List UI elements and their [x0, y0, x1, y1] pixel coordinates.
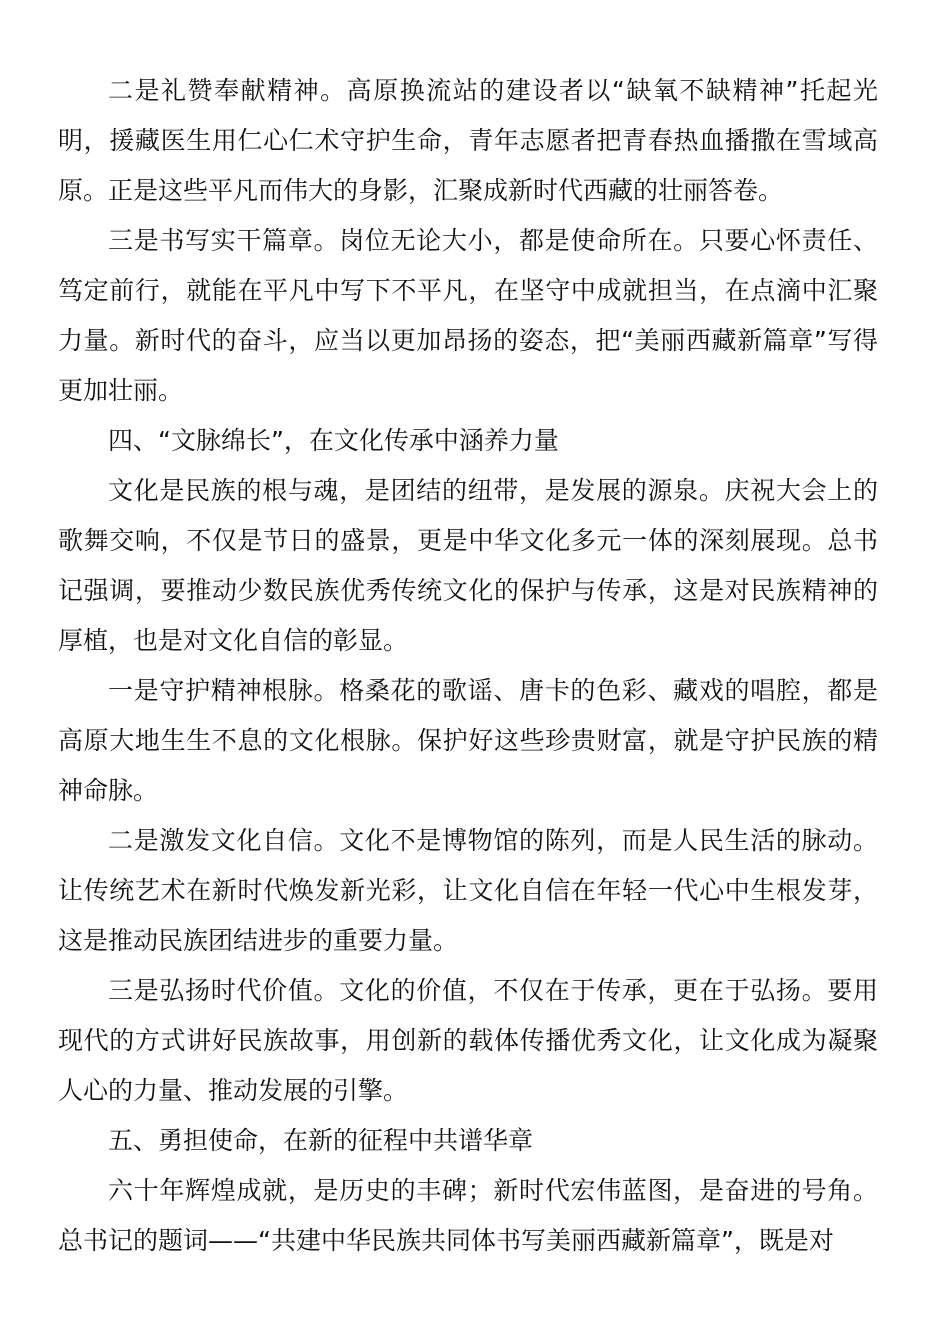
paragraph-guard-roots: 一是守护精神根脉。格桑花的歌谣、唐卡的色彩、藏戏的唱腔，都是高原大地生生不息的文化根脉。保护好这些珍贵财富，就是守护民族的精神命脉。 — [58, 676, 878, 805]
paragraph-era-value: 三是弘扬时代价值。文化的价值，不仅在于传承，更在于弘扬。要用现代的方式讲好民族故事，用创新的载体传播优秀文化，让文化成为凝聚人心的力量、推动发展的引擎。 — [58, 976, 878, 1105]
paragraph-cultural-confidence: 二是激发文化自信。文化不是博物馆的陈列，而是人民生活的脉动。让传统艺术在新时代焕发新光彩，让文化自信在年轻一代心中生根发芽，这是推动民族团结进步的重要力量。 — [58, 826, 878, 955]
paragraph-mission: 六十年辉煌成就，是历史的丰碑；新时代宏伟蓝图，是奋进的号角。总书记的题词——“共建中华民族共同体书写美丽西藏新篇章”，既是对 — [58, 1176, 878, 1255]
paragraph-culture-intro: 文化是民族的根与魂，是团结的纽带，是发展的源泉。庆祝大会上的歌舞交响，不仅是节日的盛景，更是中华文化多元一体的深刻展现。总书记强调，要推动少数民族优秀传统文化的保护与传承，这是对民族精神的厚植，也是对文化自信的彰显。 — [58, 476, 878, 655]
section-heading-4: 四、“文脉绵长”，在文化传承中涵养力量 — [108, 426, 559, 455]
document-body — [58, 66, 878, 1266]
paragraph-practical-work: 三是书写实干篇章。岗位无论大小，都是使命所在。只要心怀责任、笃定前行，就能在平凡中写下不平凡，在坚守中成就担当，在点滴中汇聚力量。新时代的奋斗，应当以更加昂扬的姿态，把“美丽西藏新篇章”写得更加壮丽。 — [58, 226, 878, 405]
section-heading-5: 五、勇担使命，在新的征程中共谱华章 — [108, 1126, 534, 1155]
paragraph-dedication: 二是礼赞奉献精神。高原换流站的建设者以“缺氧不缺精神”托起光明，援藏医生用仁心仁术守护生命，青年志愿者把青春热血播撒在雪域高原。正是这些平凡而伟大的身影，汇聚成新时代西藏的壮丽答卷。 — [58, 76, 878, 205]
